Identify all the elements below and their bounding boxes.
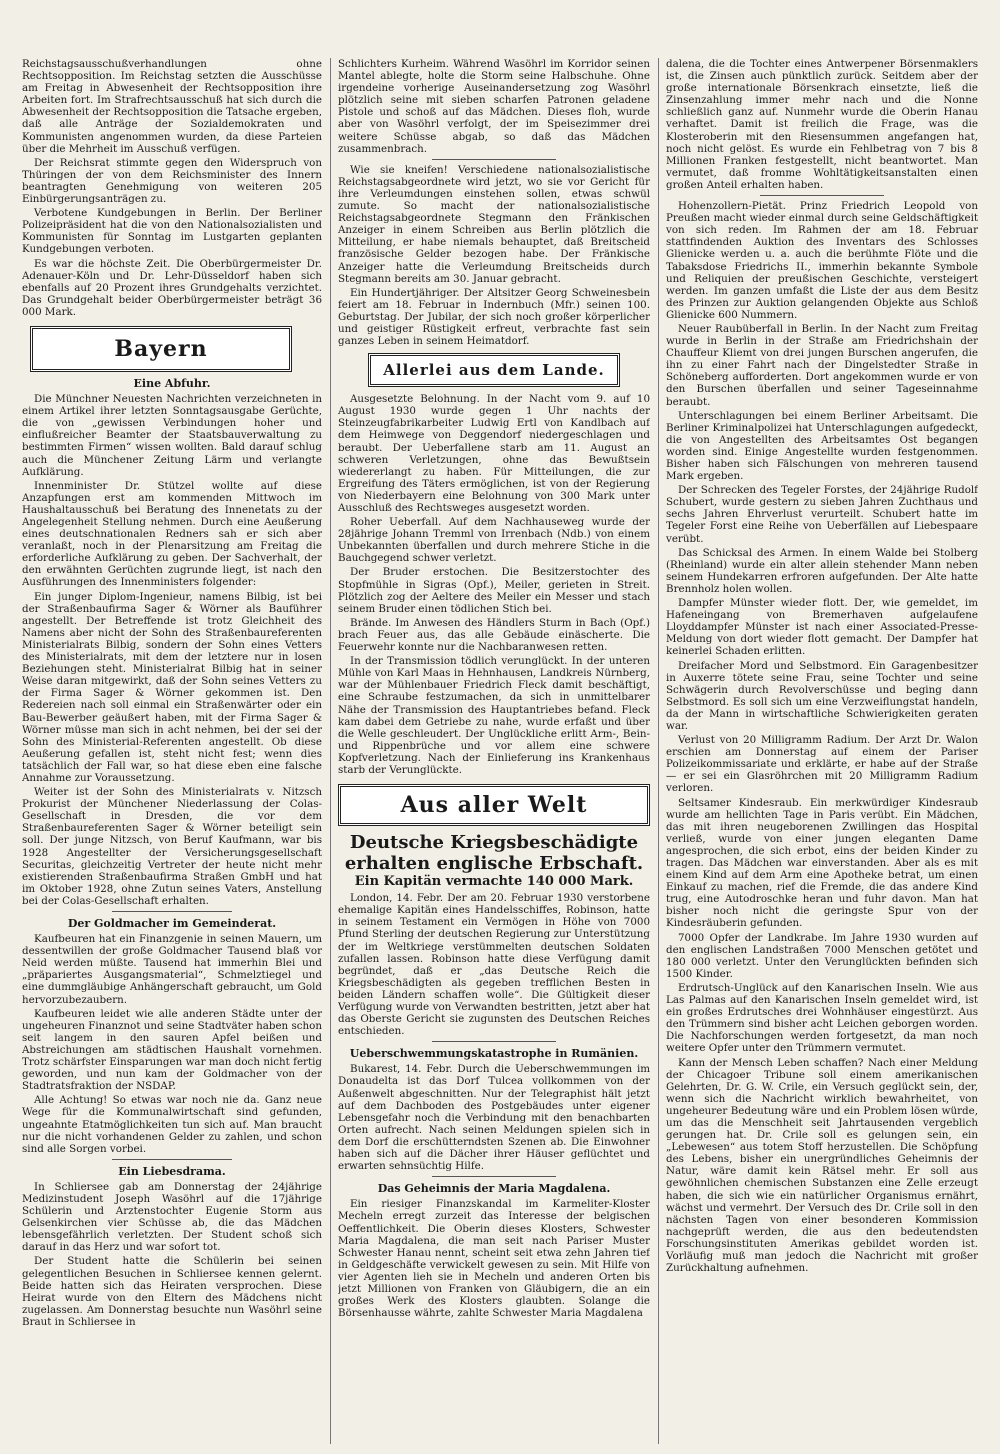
article-paragraph: Weiter ist der Sohn des Ministerialrats v. Nitzsch Prokurist der Münchener Niederlassung der Colas-Gesellschaft in Dresden, die vor dem Straßenbaureferenten Sager & Wörner beteiligt sein soll. Der junge Nitzsch, von Beruf Kaufmann, war bis 1928 Angestellter der Versicherungsgesellschaft Securitas, gleichzeitig Vertreter der heute nicht mehr existierenden Straßenbaufirma Straßen GmbH und hat im Oktober 1928, ohne Zutun seines Vaters, Anstellung bei der Colas-Gesellschaft erhalten. xyxy=(22,786,322,907)
article-paragraph: Unterschlagungen bei einem Berliner Arbeitsamt. Die Berliner Kriminalpolizei hat Unterschlagungen aufgedeckt, die von Angestellten des Arbeitsamtes Ost begangen worden sind. Einige Angestellte wurden festgenommen. Bisher haben sich Fälschungen von mehreren tausend Mark ergeben. xyxy=(666,409,978,483)
column-3 xyxy=(666,58,978,1446)
column-rule xyxy=(330,58,331,1444)
article-paragraph: Das Schicksal des Armen. In einem Walde bei Stolberg (Rheinland) wurde ein alter allein stehender Mann neben seinem Hundekarren erfroren aufgefunden. Der Alte hatte Brennholz holen wollen. xyxy=(666,546,978,595)
article-paragraph: Neuer Raubüberfall in Berlin. In der Nacht zum Freitag wurde in Berlin in der Straße am Friedrichshain der Chauffeur Kliemt von drei jungen Burschen angerufen, die ihn zu einer Fahrt nach der Dingelstedter Straße in Schöneberg aufforderten. Dort angekommen wurde er von den Burschen überfallen und seiner Tageseinnahme beraubt. xyxy=(666,322,978,408)
article-headline: Eine Abfuhr. xyxy=(133,376,211,390)
article-paragraph: Alle Achtung! So etwas war noch nie da. Ganz neue Wege für die Kommunalwirtschaft sind gefunden, ungeahnte Etatmöglichkeiten tun sich auf. Man braucht nur die nicht vorhandenen Gelder zu zahlen, und schon sind alle Sorgen vorbei. xyxy=(22,1094,322,1155)
article-paragraph: Kaufbeuren leidet wie alle anderen Städte unter der ungeheuren Finanznot und seine Stadtväter haben schon seit langem in den sauren Apfel beißen und Abstreichungen am städtischen Haushalt vornehmen. Trotz schärfster Einsparungen war man doch nicht fertig geworden, und nun kam der Goldmacher von der Stadtratsfraktion der NSDAP. xyxy=(22,1007,322,1093)
article-paragraph: Die Münchner Neuesten Nachrichten verzeichneten in einem Artikel ihrer letzten Sonntagsausgabe Gerüchte, die von „gewissen Verbindungen hoher und einflußreicher Beamter der Staatsbauverwaltung zu bestimmten Firmen“ wissen wollten. Bald darauf schlug auch die Münchener Zeitung Lärm und verlangte Aufklärung. xyxy=(22,393,322,478)
article-paragraph: Roher Ueberfall. Auf dem Nachhauseweg wurde der 28jährige Johann Tremml von Irrenbach (Ndb.) von einem Unbekannten überfallen und durch mehrere Stiche in die Bauchgegend schwer verletzt. xyxy=(338,516,650,565)
article-paragraph: Erdrutsch-Unglück auf den Kanarischen Inseln. Wie aus Las Palmas auf den Kanarischen Inseln gemeldet wird, ist ein großes Erdrutsches drei Wohnhäuser eingestürzt. Aus den Trümmern sind bisher acht Leichen geborgen worden. Die Nachforschungen werden fortgesetzt, da man noch weitere Opfer unter den Trümmern vermutet. xyxy=(666,981,978,1055)
article-paragraph: dalena, die die Tochter eines Antwerpener Börsenmaklers ist, die Zinsen auch pünktlich zurück. Seitdem aber der große internationale Börsenkrach einsetzte, ließ die Zinsenzahlung immer mehr nach und die Nonne schließlich ganz auf. Nunmehr wurde die Oberin Hanau verhaftet. Damit ist freilich die Frage, was die Klosteroberin mit den Riesensummen angefangen hat, noch nicht gelöst. Es wurde ein Fehlbetrag von 7 bis 8 Millionen Franken festgestellt, nicht beantwortet. Man vermutet, daß fromme Wohltätigkeitsanstalten einen großen Anteil erhalten haben. xyxy=(666,58,978,191)
article-paragraph: Wie sie kneifen! Verschiedene nationalsozialistische Reichstagsabgeordnete wird jetzt, wo sie vor Gericht für ihre Verleumdungen einstehen sollen, etwas schwül zumute. So macht der nationalsozialistische Reichstagsabgeordnete Stegmann den Fränkischen Anzeiger in einem Schreiben aus Berlin plötzlich die Mitteilung, er habe niemals behauptet, daß Breitscheid französische Gelder bezogen habe. Der Fränkische Anzeiger hatte die Verleumdung Breitscheids durch Stegmann bereits am 30. Januar gebracht. xyxy=(338,163,650,285)
column-rule xyxy=(658,58,659,1444)
article-subheadline: Ein Kapitän vermachte 140 000 Mark. xyxy=(354,874,634,890)
article-paragraph: Der Reichsrat stimmte gegen den Widerspruch von Thüringen der von dem Reichsminister des Innern beantragten Genehmigung von weiteren 205 Einbürgerungsanträgen zu. xyxy=(22,156,322,206)
section-title: Aus aller Welt xyxy=(400,792,588,819)
article-paragraph: Der Student hatte die Schülerin bei seinen gelegentlichen Besuchen in Schliersee kennen gelernt. Beide hatten sich das Heiraten versprochen. Diese Heirat wurde von den Eltern des Mädchens nicht zugelassen. Am Donnerstag besuchte nun Wasöhrl seine Braut in Schliersee in xyxy=(22,1255,322,1328)
article-paragraph: Seltsamer Kindesraub. Ein merkwürdiger Kindesraub wurde am hellichten Tage in Paris verübt. Ein Mädchen, das mit ihren neugeborenen Zwillingen das Hospital verließ, wurde von einer jungen eleganten Dame angesprochen, die sich erbot, eins der beiden Kinder zu tragen. Das Mädchen war einverstanden. Aber als es mit einem Kind auf dem Arm eine Apotheke betrat, um einen Einkauf zu machen, rief die Fremde, die das andere Kind trug, eine Autodroschke heran und fuhr davon. Man hat bisher noch nicht die geringste Spur von der Kindesräuberin gefunden. xyxy=(666,796,978,930)
article-paragraph: Der Schrecken des Tegeler Forstes, der 24jährige Rudolf Schubert, wurde gestern zu sieben Jahren Zuchthaus und sechs Jahren Ehrverlust verurteilt. Schubert hatte im Tegeler Forst eine Reihe von Ueberfällen auf Liebespaare verübt. xyxy=(666,484,978,545)
article-paragraph: In Schliersee gab am Donnerstag der 24jährige Medizinstudent Joseph Wasöhrl auf die 17jährige Schülerin und Arztenstochter Eugenie Storm aus Gelsenkirchen vier Schüsse ab, die das Mädchen lebensgefährlich verletzten. Der Student schoß sich darauf in das Herz und war sofort tot. xyxy=(22,1180,322,1254)
section-title: Allerlei aus dem Lande. xyxy=(383,361,605,380)
article-paragraph: 7000 Opfer der Landkrabe. Im Jahre 1930 wurden auf den englischen Landstraßen 7000 Menschen getötet und 180 000 verletzt. Unter den Verunglückten befinden sich 1500 Kinder. xyxy=(666,931,978,980)
article-paragraph: Schlichters Kurheim. Während Wasöhrl im Korridor seinen Mantel ablegte, holte die Storm seine Halbschuhe. Ohne irgendeine vorherige Auseinandersetzung zog Wasöhrl plötzlich seine mit sieben scharfen Patronen geladene Pistole und schoß auf das Mädchen. Dieses floh, wurde aber von Wasöhrl verfolgt, der im Speisezimmer drei weitere Schüsse abgab, so daß das Mädchen zusammenbrach. xyxy=(338,58,650,155)
article-paragraph: Ein Hundertjähriger. Der Altsitzer Georg Schweinesbein feiert am 18. Februar in Indernbuch (Mfr.) seinen 100. Geburtstag. Der Jubilar, der sich noch großer körperlicher und geistiger Rüstigkeit erfreut, verbrachte fast sein ganzes Leben in seinem Heimatdorf. xyxy=(338,286,650,348)
article-paragraph: Dreifacher Mord und Selbstmord. Ein Garagenbesitzer in Auxerre tötete seine Frau, seine Tochter und seine Schwägerin durch Revolverschüsse und beging dann Selbstmord. Es soll sich um eine Verzweiflungstat handeln, da der Mann in wirtschaftliche Schwierigkeiten geraten war. xyxy=(666,659,978,732)
section-banner xyxy=(30,326,292,372)
article-headline: Ein Liebesdrama. xyxy=(118,1164,226,1178)
section-banner xyxy=(338,784,650,826)
article-paragraph: Dampfer Münster wieder flott. Der, wie gemeldet, im Hafeneingang von Bremerhaven aufgelaufene Lloyddampfer Münster ist nach einer Associated-Presse-Meldung von dort wieder flott gemacht. Der Dampfer hat keinerlei Schaden erlitten. xyxy=(666,597,978,658)
divider xyxy=(432,159,557,160)
divider xyxy=(760,195,885,196)
article-paragraph: Der Bruder erstochen. Die Besitzerstochter des Stopfmühle in Sigras (Opf.), Meiler, gerieten in Streit. Plötzlich zog der Aeltere des Meiler ein Messer und stach seinem Bruder einen tödlichen Stich bei. xyxy=(338,566,650,615)
divider xyxy=(432,1041,557,1042)
article-paragraph: London, 14. Febr. Der am 20. Februar 1930 verstorbene ehemalige Kapitän eines Handelsschiffes, Robinson, hatte in seinem Testament ein Vermögen in Höhe von 7000 Pfund Sterling der deutschen Regierung zur Unterstützung der im Weltkriege verstümmelten deutschen Soldaten zufallen lassen. Robinson hatte diese Verfügung damit begründet, daß er „das Deutsche Reich die Kriegsbeschädigten als gegeben trefflichen Besten in beiden Ländern schaffen wolle“. Die Gültigkeit dieser Verfügung wurde von Verwandten bestritten, jetzt aber hat das Oberste Gericht sie zugunsten des Deutschen Reiches entschieden. xyxy=(338,892,650,1038)
article-headline: Das Geheimnis der Maria Magdalena. xyxy=(377,1182,611,1196)
article-paragraph: Bukarest, 14. Febr. Durch die Ueberschwemmungen im Donaudelta ist das Dorf Tulcea vollkommen von der Außenwelt abgeschnitten. Nur der Telegraphist hält jetzt auf dem Dachboden des Postgebäudes unter eigener Lebensgefahr noch die Verbindung mit den benachbarten Orten aufrecht. Nach seinen Meldungen spielen sich in dem Dorf die erschütterndsten Szenen ab. Die Einwohner haben sich auf die Dächer ihrer Häuser geflüchtet und erwarten sehnsüchtig Hilfe. xyxy=(338,1063,650,1173)
section-title: Bayern xyxy=(114,335,208,362)
article-paragraph: Ein junger Diplom-Ingenieur, namens Bilbig, ist bei der Straßenbaufirma Sager & Wörner als Bauführer angestellt. Der Betreffende ist trotz Gleichheit des Namens aber nicht der Sohn des Straßenbaureferenten Ministerialrats Bilbig, sondern der Sohn eines Vetters des Ministerialrats, mit dem der letztere nur in losen Beziehungen steht. Ministerialrat Bilbig hat in seiner Weise daran mitgewirkt, daß der Sohn seines Vetters zu der Firma Sager & Wörner gekommen ist. Den Redereien nach soll einmal ein Straßenwärter oder ein Bau-Bewerber geäußert haben, mit der Firma Sager & Wörner müsse man sich in acht nehmen, bei der sei der Sohn des Ministerial-Referenten angestellt. Ob diese Aeußerung gefallen ist, steht nicht fest; wenn dies tatsächlich der Fall war, so hat diese eben eine falsche Annahme zur Voraussetzung. xyxy=(22,590,322,784)
divider xyxy=(432,1176,557,1177)
article-headline: Ueberschwemmungskatastrophe in Rumänien. xyxy=(349,1047,639,1061)
article-paragraph: Verlust von 20 Milligramm Radium. Der Arzt Dr. Walon erschien am Donnerstag auf einem der Pariser Polizeikommissariate und erklärte, er habe auf der Straße — er sei ein Glasröhrchen mit 20 Milligramm Radium verloren. xyxy=(666,734,978,795)
divider xyxy=(112,911,232,912)
column-2 xyxy=(338,58,650,1446)
article-paragraph: Ein riesiger Finanzskandal im Karmeliter-Kloster Mecheln erregt zurzeit das Interesse der belgischen Oeffentlichkeit. Die Oberin dieses Klosters, Schwester Maria Magdalena, die man seit nach Pariser Muster Schwester Hanau nennt, scheint seit etwa zehn Jahren tief in Geldgeschäfte verwickelt gewesen zu sein. Mit Hilfe von vier Agenten lieh sie in Mecheln und anderen Orten bis jetzt Millionen von Franken von Gläubigern, die an ein großes Werk des Klosters glaubten. Solange die Börsenhausse währte, zahlte Schwester Maria Magdalena xyxy=(338,1198,650,1320)
article-paragraph: Verbotene Kundgebungen in Berlin. Der Berliner Polizeipräsident hat die von den Nationalsozialisten und Kommunisten für Sonntag im Lustgarten geplanten Kundgebungen verboten. xyxy=(22,207,322,256)
divider xyxy=(112,1159,232,1160)
article-paragraph: Kann der Mensch Leben schaffen? Nach einer Meldung der Chicagoer Tribune soll einem amerikanischen Gelehrten, Dr. G. W. Crile, ein Versuch geglückt sein, der, wenn sich die Nachricht wirklich bewahrheitet, von ungeheurer Bedeutung wäre und ein Problem lösen würde, um das die Menschheit seit Jahrtausenden vergeblich gerungen hat. Dr. Crile soll es gelungen sein, ein „Lebewesen“ aus totem Stoff herzustellen. Die Schöpfung des Lebens, bisher ein unergründliches Geheimnis der Natur, wäre damit kein Rätsel mehr. Er soll aus gewöhnlichen chemischen Substanzen eine Zelle erzeugt haben, die sich wie ein natürlicher Organismus ernährt, wächst und vermehrt. Der Versuch des Dr. Crile soll in den nächsten Tagen von einer besonderen Kommission nachgeprüft werden, die aus den bedeutendsten Forschungsinstituten Amerikas gebildet worden ist. Vorläufig muß man jedoch die Nachricht mit großer Zurückhaltung aufnehmen. xyxy=(666,1056,978,1275)
article-headline: Der Goldmacher im Gemeinderat. xyxy=(67,917,277,930)
article-paragraph: Hohenzollern-Pietät. Prinz Friedrich Leopold von Preußen macht wieder einmal durch seine Geldschäftigkeit von sich reden. Im Rahmen der am 18. Februar stattfindenden Auktion des Inventars des Schlosses Glienicke werden u. a. auch die berühmte Flöte und die Tabaksdose Friedrichs II., immerhin bekannte Symbole und Reliquien der preußischen Geschichte, versteigert werden. Im ganzen umfaßt die Liste der aus dem Besitz des Prinzen zur Auktion gelangenden Objekte aus Schloß Glienicke 600 Nummern. xyxy=(666,200,978,321)
column-1 xyxy=(22,58,322,1446)
article-paragraph: Es war die höchste Zeit. Die Oberbürgermeister Dr. Adenauer-Köln und Dr. Lehr-Düsseldorf haben sich ebenfalls auf 20 Prozent ihres Grundgehalts verzichtet. Das Grundgehalt beider Oberbürgermeister beträgt 36 000 Mark. xyxy=(22,257,322,318)
article-paragraph: Innenminister Dr. Stützel wollte auf diese Anzapfungen erst am kommenden Mittwoch im Haushaltausschuß bei Beratung des Innenetats zu der Angelegenheit Stellung nehmen. Durch eine Aeußerung eines deutschnationalen Redners sah er sich aber veranlaßt, noch in der Plenarsitzung am Freitag die erforderliche Aufklärung zu geben. Der Sachverhalt, der den erwähnten Gerüchten zugrunde liegt, ist nach den Ausführungen des Innenministers folgender: xyxy=(22,479,322,589)
article-paragraph: Kaufbeuren hat ein Finanzgenie in seinen Mauern, um dessentwillen der große Goldmacher Tausend blaß vor Neid werden müßte. Tausend hat immerhin Blei und „präpariertes Ausgangsmaterial“, Schmelztiegel und eine dummgläubige Anhängerschaft gebraucht, um Gold hervorzubezaubern. xyxy=(22,933,322,1006)
article-paragraph: Ausgesetzte Belohnung. In der Nacht vom 9. auf 10 August 1930 wurde gegen 1 Uhr nachts der Steinzeugfabrikarbeiter Ludwig Ertl von Kandlbach auf dem Heimwege von Deggendorf niedergeschlagen und beraubt. Der Ueberfallene starb am 11. August an schweren Verletzungen, ohne das Bewußtsein wiedererlangt zu haben. Für Mitteilungen, die zur Ergreifung des Täters ermöglichen, ist von der Regierung von Niederbayern eine Belohnung von 300 Mark unter Ausschluß des Rechtsweges ausgesetzt worden. xyxy=(338,393,650,514)
article-paragraph: Reichstagsausschußverhandlungen ohne Rechtsopposition. Im Reichstag setzten die Ausschüsse am Freitag in Abwesenheit der Rechtsopposition ihre Arbeiten fort. Im Strafrechtsausschuß hat sich durch die Abwesenheit der Rechtsopposition die Tatsache ergeben, daß alle Anträge der Sozialdemokraten und Kommunisten angenommen wurden, da diese Parteien über die Mehrheit im Ausschuß verfügen. xyxy=(22,58,322,155)
article-paragraph: Brände. Im Anwesen des Händlers Sturm in Bach (Opf.) brach Feuer aus, das alle Gebäude einäscherte. Die Feuerwehr konnte nur die Nachbaranwesen retten. xyxy=(338,616,650,654)
article-headline: Deutsche Kriegsbeschädigte erhalten englische Erbschaft. xyxy=(344,832,644,875)
section-banner xyxy=(368,353,620,387)
article-paragraph: In der Transmission tödlich verunglückt. In der unteren Mühle von Karl Maas in Hehnhausen, Landkreis Nürnberg, war der Mühlenbauer Friedrich Fleck damit beschäftigt, eine Schraube festzumachen, da sich in unmittelbarer Nähe der Transmission des Hauptantriebes befand. Fleck kam dabei dem Getriebe zu nahe, wurde erfaßt und über die Welle geschleudert. Der Unglückliche erlitt Arm-, Bein- und Rippenbrüche und vor allem eine schwere Kopfverletzung. Nach der Einlieferung ins Krankenhaus starb der Verunglückte. xyxy=(338,655,650,776)
